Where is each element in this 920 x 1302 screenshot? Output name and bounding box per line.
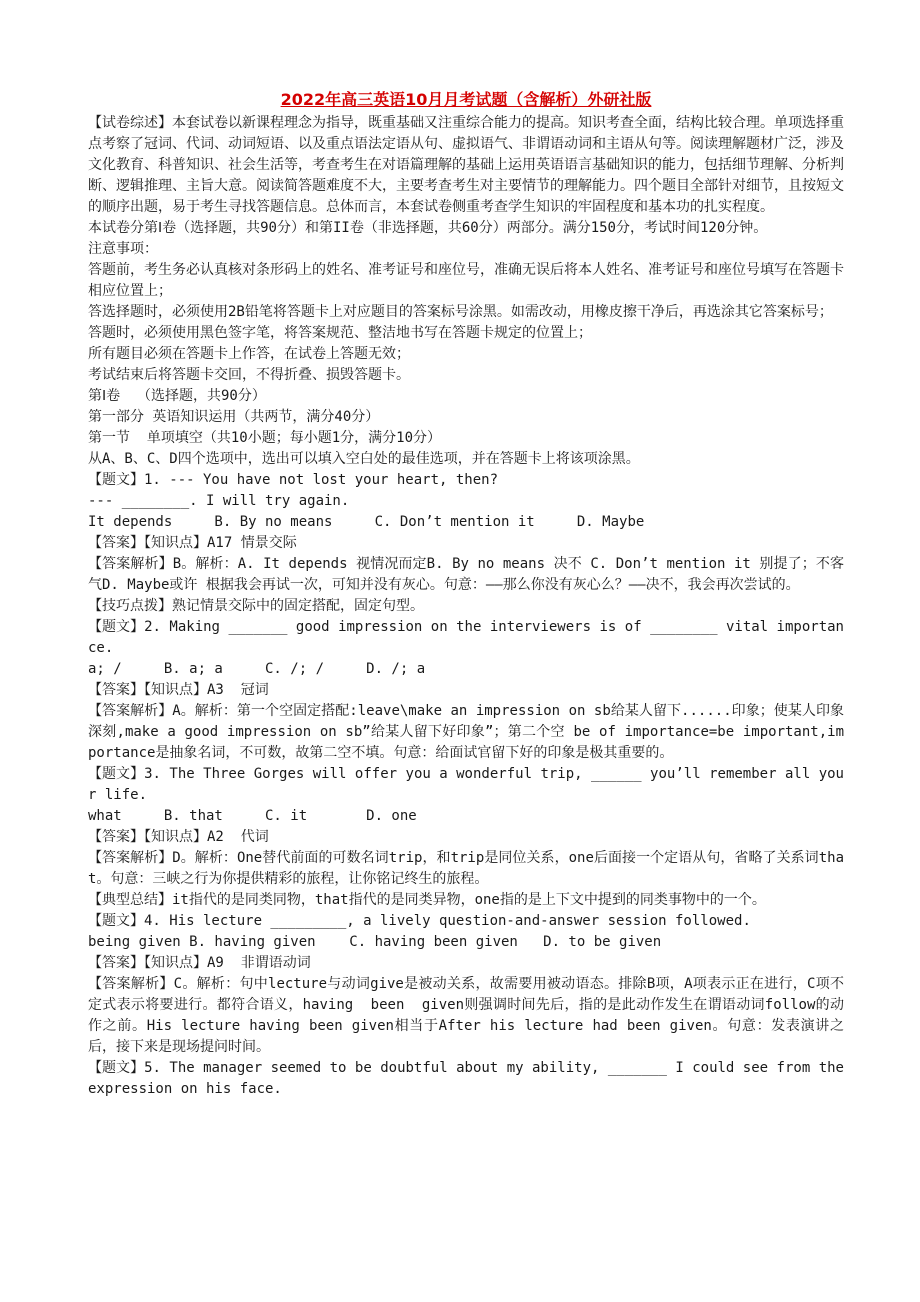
question-4-options: being given B. having given C. having been given D. to be given [88,934,662,950]
instructions: 从A、B、C、D四个选项中，选出可以填入空白处的最佳选项，并在答题卡上将该项涂黑。 [88,451,640,467]
intro-summary: 【试卷综述】本套试卷以新课程理念为指导，既重基础又注重综合能力的提高。知识考查全面，结构比较合理。单项选择重点考察了冠词、代词、动词短语、以及重点语法定语从句、虚拟语气、非谓语动词和主语从句等。阅读理解题材广泛，涉及文化教育、科普知识、社会生活等，考查考生在对语篇理解的基础上运用英语语言基础知识的能力，包括细节理解、分析判断、逻辑推理、主旨大意。阅读简答题难度不大，主要考查考生对主要情节的理解能力。四个题目全部针对细节，且按短文的顺序出题，易于考生寻找答题信息。总体而言，本套试卷侧重考查学生知识的牢固程度和基本功的扎实程度。 [88,115,844,215]
document-body [88,113,853,1100]
note-item: 所有题目必须在答题卡上作答，在试卷上答题无效； [88,346,410,362]
exam-structure: 本试卷分第Ⅰ卷（选择题，共90分）和第II卷（非选择题，共60分）两部分。满分150分，考试时间120分钟。 [88,220,768,236]
note-item: 答题前，考生务必认真核对条形码上的姓名、准考证号和座位号，准确无误后将本人姓名、准考证号和座位号填写在答题卡相应位置上； [88,262,844,299]
question-3-summary: 【典型总结】it指代的是同类同物，that指代的是同类异物，one指的是上下文中提到的同类事物中的一个。 [88,892,766,908]
question-4-explanation: 【答案解析】C。解析：句中lecture与动词give是被动关系，故需要用被动语态。排除B项，A项表示正在进行，C项不定式表示将要进行。都符合语义，having been given则强调时间先后，指的是此动作发生在谓语动词follow的动作之前。His lecture having been given相当于After his lecture had been given。句意：发表演讲之后，接下来是现场提问时间。 [88,976,844,1055]
section-heading: 第一部分 英语知识运用（共两节，满分40分） [88,409,380,425]
question-4-answer: 【答案】【知识点】A9 非谓语动词 [88,955,311,971]
question-4-text: 【题文】4. His lecture _________, a lively question-and-answer session followed. [88,913,751,929]
question-3-text: 【题文】3. The Three Gorges will offer you a wonderful trip, ______ you’ll remember all your life. [88,766,844,803]
section-heading: 第Ⅰ卷 （选择题，共90分） [88,388,266,404]
document-title: 2022年高三英语10月月考试题（含解析）外研社版 [280,90,652,109]
question-2-options: a; / B. a; a C. /; / D. /; a [88,661,426,677]
notes-heading: 注意事项： [88,241,158,257]
question-2-text: 【题文】2. Making _______ good impression on the interviewers is of ________ vital importance. [88,619,844,656]
question-3-explanation: 【答案解析】D。解析：One替代前面的可数名词trip，和trip是同位关系，one后面接一个定语从句，省略了关系词that。句意：三峡之行为你提供精彩的旅程，让你铭记终生的旅程。 [88,850,844,887]
question-1-tip: 【技巧点拨】熟记情景交际中的固定搭配，固定句型。 [88,598,424,614]
note-item: 答题时，必须使用黑色签字笔，将答案规范、整洁地书写在答题卡规定的位置上； [88,325,592,341]
question-2-explanation: 【答案解析】A。解析：第一个空固定搭配:leave\make an impression on sb给某人留下......印象；使某人印象深刻,make a good impression on sb”给某人留下好印象”；第二个空 be of importance=be important,importance是抽象名词，不可数，故第二空不填。句意：给面试官留下好的印象是极其重要的。 [88,703,844,761]
note-item: 考试结束后将答题卡交回，不得折叠、损毁答题卡。 [88,367,410,383]
question-2-answer: 【答案】【知识点】A3 冠词 [88,682,269,698]
question-1-text: 【题文】1. --- You have not lost your heart, then? [88,472,499,488]
question-1-options: It depends B. By no means C. Don’t mention it D. Maybe [88,514,645,530]
question-1-explanation: 【答案解析】B。解析：A. It depends 视情况而定B. By no means 决不 C. Don’t mention it 别提了；不客气D. Maybe或许 根据我会再试一次，可知并没有灰心。句意：——那么你没有灰心么？——决不，我会再次尝试的。 [88,556,844,593]
question-5-text: 【题文】5. The manager seemed to be doubtful about my ability, _______ I could see from the expression on his face. [88,1060,853,1097]
question-1-answer: 【答案】【知识点】A17 情景交际 [88,535,297,551]
question-3-options: what B. that C. it D. one [88,808,417,824]
document-page [88,88,853,1100]
note-item: 答选择题时，必须使用2B铅笔将答题卡上对应题目的答案标号涂黑。如需改动，用橡皮擦干净后，再选涂其它答案标号； [88,304,833,320]
question-3-answer: 【答案】【知识点】A2 代词 [88,829,269,845]
section-heading: 第一节 单项填空（共10小题；每小题1分，满分10分） [88,430,441,446]
question-1-text: --- ________. I will try again. [88,493,350,509]
